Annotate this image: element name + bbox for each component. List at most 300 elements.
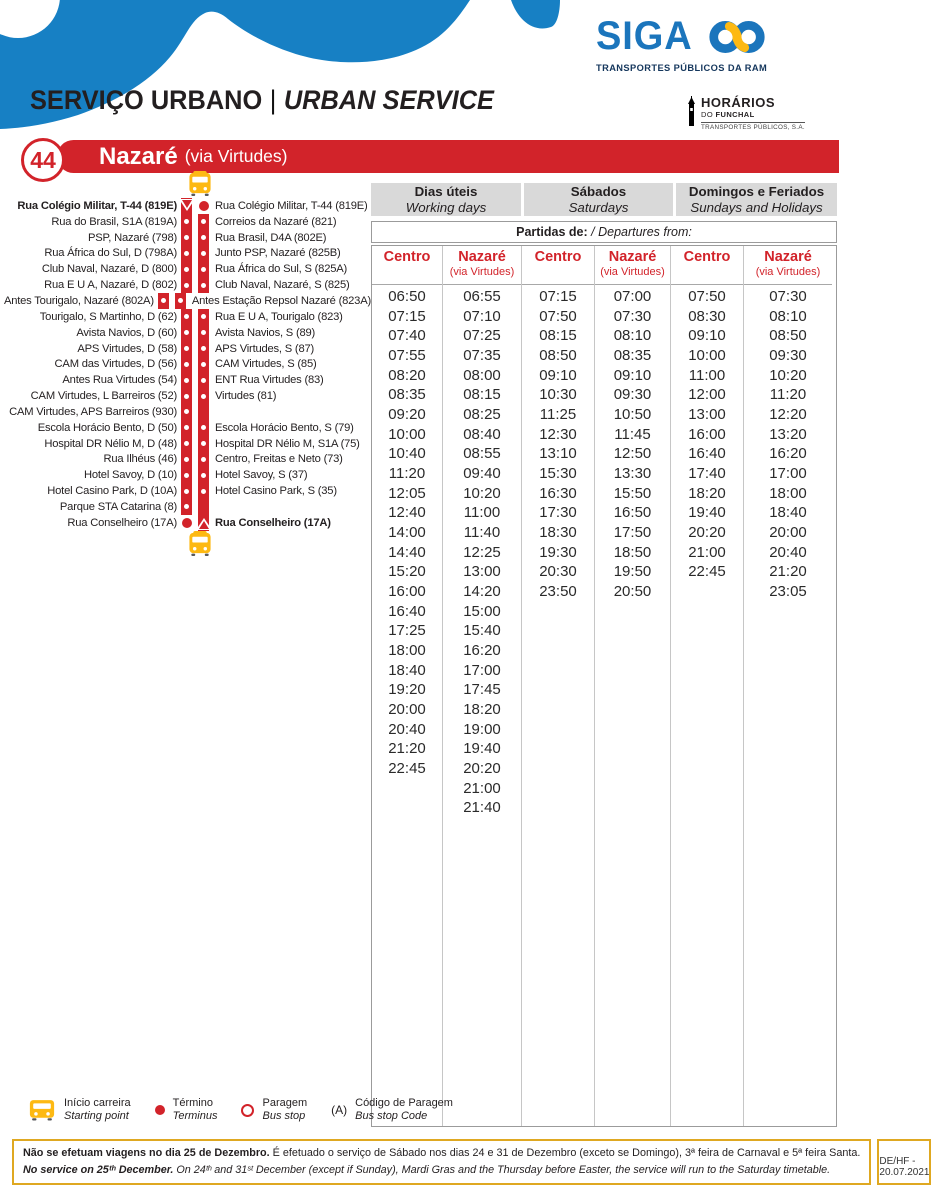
time-cell: 08:35 [388, 386, 426, 404]
stop-label-right: Junto PSP, Nazaré (825B) [215, 247, 341, 260]
time-cell: 09:20 [388, 406, 426, 424]
title-portuguese: SERVIÇO URBANO [30, 85, 263, 115]
stop-label-right: Rua Colégio Militar, T-44 (819E) [215, 199, 368, 212]
time-cell: 12:05 [388, 484, 426, 502]
time-cell: 08:55 [463, 445, 501, 463]
column-subtitle: (via Virtudes) [449, 266, 515, 278]
route-line-left [181, 372, 192, 388]
stop-label-left: Hotel Casino Park, D (10A) [47, 485, 177, 498]
time-cell: 06:50 [388, 288, 426, 305]
bus-stop-dot-icon [184, 251, 189, 256]
stop-label-right: Escola Horácio Bento, S (79) [215, 421, 354, 434]
route-line-left [181, 436, 192, 452]
footer-note-en: No service on 25ᵗʰ December. On 24ᵗʰ and 31ˢᵗ December (except if Sunday), Mardi Gras and the Thursday before Easter, the service will run to the Saturday timetable. [23, 1164, 831, 1176]
stop-label-right: Antes Estação Repsol Nazaré (823A) [191, 294, 371, 307]
route-line-right [198, 198, 209, 214]
departures-from-en: / Departures from: [587, 225, 692, 239]
stop-label-left: CAM Virtudes, L Barreiros (52) [30, 390, 177, 403]
route-line-right [198, 420, 209, 436]
time-cell: 09:30 [613, 386, 652, 404]
timetable-column [594, 246, 670, 1126]
time-cell: 18:00 [388, 642, 426, 660]
time-cell: 21:40 [463, 799, 501, 817]
column-title: Nazaré [608, 249, 657, 265]
title-divider: | [269, 85, 277, 115]
route-line-left [181, 277, 192, 293]
time-cell: 21:00 [463, 779, 501, 797]
timetable-grid [371, 245, 837, 1127]
route-line-left [181, 309, 192, 325]
footer-note [12, 1139, 871, 1185]
route-line-left [181, 230, 192, 246]
time-cell: 15:30 [539, 465, 577, 483]
stop-label-right: Rua África do Sul, S (825A) [215, 263, 348, 276]
column-title: Nazaré [764, 249, 812, 265]
time-cell: 10:40 [388, 445, 426, 463]
bus-stop-dot-icon [201, 378, 206, 383]
time-cell: 20:00 [388, 701, 426, 719]
route-line-right [198, 309, 209, 325]
stop-label-left: APS Virtudes, D (58) [77, 342, 177, 355]
time-cell: 20:20 [688, 524, 726, 542]
time-cell: 21:20 [769, 563, 807, 581]
bus-stop-dot-icon [184, 235, 189, 240]
time-cell: 18:40 [769, 504, 807, 522]
stop-label-left: Club Naval, Nazaré, D (800) [41, 263, 177, 276]
bus-stop-dot-icon [161, 298, 166, 303]
route-line-right [198, 325, 209, 341]
route-line-right [198, 356, 209, 372]
route-stop-row [0, 499, 371, 515]
route-stop-row [0, 277, 371, 293]
bus-stop-dot-icon [184, 489, 189, 494]
route-map [0, 198, 371, 531]
route-stop-row [0, 356, 371, 372]
route-line-left [181, 261, 192, 277]
day-section-header [371, 183, 521, 216]
day-section-en: Sundays and Holidays [690, 200, 823, 215]
time-cell: 07:15 [388, 307, 426, 325]
bus-stop-dot-icon [184, 473, 189, 478]
route-banner [57, 140, 839, 173]
column-subtitle: (via Virtudes) [755, 266, 821, 278]
time-cell: 20:30 [539, 563, 577, 581]
route-line-right [198, 404, 209, 420]
time-cell: 07:00 [613, 288, 652, 305]
time-cell: 13:30 [613, 465, 652, 483]
legend-label-pt: Início carreira [64, 1097, 131, 1109]
time-cell: 16:20 [463, 642, 501, 660]
route-line-right [198, 341, 209, 357]
route-line-left [181, 467, 192, 483]
time-cell: 16:50 [613, 504, 652, 522]
route-stop-row [0, 246, 371, 262]
time-cell: 16:40 [388, 602, 426, 620]
bus-stop-dot-icon [184, 330, 189, 335]
column-header [372, 246, 442, 285]
timetable-day-sections [371, 183, 837, 216]
time-cell: 08:15 [463, 386, 501, 404]
time-cell: 22:45 [688, 563, 726, 581]
time-cell: 09:10 [539, 366, 577, 384]
day-section-pt: Domingos e Feriados [688, 184, 825, 199]
time-cell: 13:00 [463, 563, 501, 581]
stop-label-left: Rua Colégio Militar, T-44 (819E) [17, 199, 177, 212]
column-subtitle: (via Virtudes) [600, 266, 665, 278]
time-cell: 12:25 [463, 543, 501, 561]
day-section-pt: Sábados [570, 184, 627, 199]
time-cell: 11:20 [388, 465, 426, 483]
time-cell: 08:20 [388, 366, 426, 384]
horarios-funchal-logo [686, 96, 805, 131]
time-cell: 20:20 [463, 760, 501, 778]
time-cell: 15:20 [388, 563, 426, 581]
time-cell: 10:50 [613, 406, 652, 424]
stop-label-right: Hospital DR Nélio M, S1A (75) [215, 437, 360, 450]
column-title: Centro [383, 249, 431, 265]
route-via: (via Virtudes) [184, 146, 288, 166]
time-cell: 07:30 [769, 288, 807, 305]
bus-stop-dot-icon [201, 330, 206, 335]
stop-label-left: Hospital DR Nélio M, D (48) [44, 437, 177, 450]
footer-note-pt: Não se efetuam viagens no dia 25 de Dezembro. É efetuado o serviço de Sábado nos dias 24 e 31 de Dezembro (exceto se Domingo), 3ª feira de Carnaval e 5ª feira Santa. [23, 1147, 861, 1159]
time-cell: 19:40 [463, 740, 501, 758]
stop-label-right: APS Virtudes, S (87) [215, 342, 315, 355]
stop-label-right: Hotel Casino Park, S (35) [215, 485, 337, 498]
time-cell: 07:40 [388, 327, 426, 345]
route-stop-row [0, 293, 371, 309]
time-cell: 11:40 [463, 524, 501, 542]
route-line-left [181, 483, 192, 499]
column-header [443, 246, 521, 285]
time-cell: 12:00 [688, 386, 726, 404]
route-line-right [198, 467, 209, 483]
time-cell: 11:25 [539, 406, 577, 424]
route-stop-row [0, 388, 371, 404]
time-cell: 21:20 [388, 740, 426, 758]
bus-stop-dot-icon [201, 441, 206, 446]
time-cell: 08:50 [539, 347, 577, 365]
stop-label-left: CAM das Virtudes, D (56) [54, 358, 177, 371]
route-stop-row [0, 230, 371, 246]
time-cell: 19:50 [613, 563, 652, 581]
stop-label-left: Rua Ilhéus (46) [103, 453, 177, 466]
bus-stop-dot-icon [201, 425, 206, 430]
bus-stop-dot-icon [184, 314, 189, 319]
route-line-left [181, 325, 192, 341]
stop-label-right: Avista Navios, S (89) [215, 326, 316, 339]
route-stop-row [0, 372, 371, 388]
stop-label-right: Rua Brasil, D4A (802E) [215, 231, 327, 244]
times-list [744, 285, 832, 602]
times-list [671, 285, 743, 582]
legend-text [355, 1097, 453, 1123]
route-line-left [181, 452, 192, 468]
bus-stop-dot-icon [201, 219, 206, 224]
time-cell: 17:40 [688, 465, 726, 483]
route-line-right [198, 499, 209, 515]
time-cell: 13:10 [539, 445, 577, 463]
route-stop-row [0, 452, 371, 468]
bus-stop-ring-icon [241, 1104, 254, 1117]
siga-logo-text: SIGA [596, 14, 693, 58]
siga-infinity-icon [706, 18, 768, 56]
stop-label-left: Antes Rua Virtudes (54) [62, 374, 177, 387]
stop-label-right: Virtudes (81) [215, 390, 277, 403]
time-cell: 20:40 [769, 543, 807, 561]
time-cell: 06:55 [463, 288, 501, 305]
legend-label-en: Bus stop Code [355, 1110, 428, 1122]
title-english: URBAN SERVICE [283, 85, 494, 115]
time-cell: 19:30 [539, 543, 577, 561]
day-section-pt: Dias úteis [414, 184, 478, 199]
bus-stop-dot-icon [201, 267, 206, 272]
column-title: Nazaré [458, 249, 506, 265]
timetable-column [521, 246, 594, 1126]
stop-label-right: Correios da Nazaré (821) [215, 215, 337, 228]
bus-stop-dot-icon [184, 346, 189, 351]
time-cell: 16:00 [388, 583, 426, 601]
time-cell: 20:00 [769, 524, 807, 542]
route-line-right [198, 261, 209, 277]
legend-label-pt: Término [172, 1097, 213, 1109]
column-header [595, 246, 670, 285]
time-cell: 21:00 [688, 543, 726, 561]
route-line-left [181, 499, 192, 515]
legend-text [173, 1097, 218, 1123]
siga-tagline: TRANSPORTES PÚBLICOS DA RAM [596, 63, 768, 73]
time-cell: 12:30 [539, 425, 577, 443]
legend-item [155, 1097, 218, 1123]
route-line-right [198, 436, 209, 452]
bus-stop-dot-icon [201, 314, 206, 319]
route-number-badge: 44 [21, 138, 65, 182]
time-cell: 10:20 [769, 366, 807, 384]
stop-label-left: Rua Conselheiro (17A) [67, 516, 177, 529]
column-header [522, 246, 594, 285]
route-stop-row [0, 483, 371, 499]
time-cell: 22:45 [388, 760, 426, 778]
route-stop-row [0, 309, 371, 325]
time-cell: 09:40 [463, 465, 501, 483]
legend-label-en: Starting point [64, 1110, 129, 1122]
stop-label-left: Antes Tourigalo, Nazaré (802A) [3, 294, 154, 307]
stop-label-left: CAM Virtudes, APS Barreiros (930) [9, 405, 177, 418]
stop-label-right: Club Naval, Nazaré, S (825) [215, 279, 350, 292]
bus-stop-dot-icon [201, 394, 206, 399]
bus-stop-dot-icon [184, 219, 189, 224]
time-cell: 18:40 [388, 661, 426, 679]
route-line-right [198, 452, 209, 468]
route-stop-row [0, 214, 371, 230]
route-stop-row [0, 325, 371, 341]
time-cell: 14:40 [388, 543, 426, 561]
route-line-left [181, 388, 192, 404]
route-line-left [158, 293, 169, 309]
timetable-column [743, 246, 832, 1126]
route-line-right [198, 277, 209, 293]
stop-label-left: Hotel Savoy, D (10) [84, 469, 177, 482]
hf-name: HORÁRIOS [701, 95, 776, 110]
timetable-column [442, 246, 521, 1126]
time-cell: 16:40 [688, 445, 726, 463]
stop-label-right: Rua Conselheiro (17A) [215, 516, 331, 529]
times-list [372, 285, 442, 779]
route-line-right [198, 483, 209, 499]
bus-stop-dot-icon [178, 298, 183, 303]
time-cell: 20:40 [388, 720, 426, 738]
route-line-left [181, 420, 192, 436]
time-cell: 19:00 [463, 720, 501, 738]
bus-stop-dot-icon [184, 504, 189, 509]
time-cell: 07:50 [539, 307, 577, 325]
route-stop-row [0, 404, 371, 420]
bus-icon [187, 531, 213, 556]
bus-stop-dot-icon [184, 409, 189, 414]
bus-stop-dot-icon [184, 425, 189, 430]
route-line-left [181, 404, 192, 420]
route-line-right [198, 388, 209, 404]
route-stop-row [0, 420, 371, 436]
time-cell: 09:10 [613, 366, 652, 384]
time-cell: 17:50 [613, 524, 652, 542]
time-cell: 12:50 [613, 445, 652, 463]
time-cell: 15:50 [613, 484, 652, 502]
stop-label-left: Rua do Brasil, S1A (819A) [51, 215, 177, 228]
route-stop-row [0, 341, 371, 357]
bus-stop-dot-icon [184, 378, 189, 383]
stop-label-left: Rua E U A, Nazaré, D (802) [44, 279, 177, 292]
route-line-left [181, 356, 192, 372]
time-cell: 17:00 [463, 661, 501, 679]
stop-label-right: Rua E U A, Tourigalo (823) [215, 310, 343, 323]
time-cell: 08:00 [463, 366, 501, 384]
terminus-dot-icon [155, 1105, 165, 1115]
stop-code-symbol: (A) [331, 1103, 348, 1117]
bus-stop-dot-icon [184, 267, 189, 272]
bus-stop-dot-icon [184, 394, 189, 399]
route-line-left [181, 341, 192, 357]
document-reference: DE/HF - 20.07.2021 [877, 1139, 931, 1185]
route-stop-row [0, 515, 371, 531]
bus-stop-dot-icon [201, 235, 206, 240]
times-list [595, 285, 670, 602]
time-cell: 18:20 [688, 484, 726, 502]
time-cell: 11:00 [688, 366, 726, 384]
terminus-dot-icon [199, 201, 209, 211]
time-cell: 07:25 [463, 327, 501, 345]
day-section-header [524, 183, 673, 216]
time-cell: 14:00 [388, 524, 426, 542]
footer [12, 1139, 930, 1185]
day-section-en: Saturdays [568, 200, 629, 215]
bus-stop-dot-icon [184, 283, 189, 288]
time-cell: 16:30 [539, 484, 577, 502]
time-cell: 20:50 [613, 583, 652, 601]
column-header [671, 246, 743, 285]
bus-stop-dot-icon [184, 362, 189, 367]
time-cell: 13:20 [769, 425, 807, 443]
legend-label-pt: Paragem [262, 1097, 308, 1109]
route-line-right [198, 230, 209, 246]
time-cell: 08:10 [769, 307, 807, 325]
legend-text [64, 1097, 131, 1123]
bus-stop-dot-icon [184, 457, 189, 462]
times-list [522, 285, 594, 602]
legend-text [262, 1097, 307, 1123]
departures-from-pt: Partidas de: [516, 225, 588, 239]
time-cell: 07:10 [463, 307, 501, 325]
time-cell: 08:35 [613, 347, 652, 365]
times-list [443, 285, 521, 818]
page-title [30, 85, 494, 116]
tower-icon [686, 96, 697, 126]
column-title: Centro [534, 249, 582, 265]
stop-label-right: Centro, Freitas e Neto (73) [215, 453, 343, 466]
time-cell: 11:20 [769, 386, 807, 404]
time-cell: 15:00 [463, 602, 501, 620]
timetable-column [372, 246, 442, 1126]
day-section-en: Working days [405, 200, 487, 215]
bus-stop-dot-icon [201, 489, 206, 494]
time-cell: 17:45 [463, 681, 501, 699]
route-stop-row [0, 467, 371, 483]
time-cell: 07:35 [463, 347, 501, 365]
time-cell: 16:20 [769, 445, 807, 463]
time-cell: 13:00 [688, 406, 726, 424]
time-cell: 08:15 [539, 327, 577, 345]
legend [28, 1097, 453, 1123]
time-cell: 15:40 [463, 622, 501, 640]
route-line-right [198, 372, 209, 388]
route-line-right [175, 293, 186, 309]
bus-stop-dot-icon [201, 362, 206, 367]
bus-stop-dot-icon [201, 346, 206, 351]
legend-label-en: Terminus [172, 1110, 218, 1122]
route-line-left [181, 515, 192, 531]
time-cell: 14:20 [463, 583, 501, 601]
stop-label-left: PSP, Nazaré (798) [87, 231, 177, 244]
stop-label-right: CAM Virtudes, S (85) [215, 358, 317, 371]
time-cell: 08:25 [463, 406, 501, 424]
time-cell: 10:20 [463, 484, 501, 502]
route-stop-row [0, 261, 371, 277]
route-line-right [198, 246, 209, 262]
bus-stop-dot-icon [201, 457, 206, 462]
legend-label-en: Bus stop [262, 1110, 306, 1122]
time-cell: 23:05 [769, 583, 807, 601]
column-title: Centro [683, 249, 731, 265]
stop-label-left: Avista Navios, D (60) [76, 326, 177, 339]
bus-stop-dot-icon [201, 251, 206, 256]
time-cell: 07:15 [539, 288, 577, 305]
time-cell: 19:40 [688, 504, 726, 522]
stop-label-right: ENT Rua Virtudes (83) [215, 374, 324, 387]
legend-label-pt: Código de Paragem [355, 1097, 453, 1109]
time-cell: 11:00 [463, 504, 501, 522]
siga-logo [596, 14, 796, 73]
time-cell: 19:20 [388, 681, 426, 699]
time-cell: 16:00 [688, 425, 726, 443]
route-line-left [181, 198, 192, 214]
time-cell: 12:40 [388, 504, 426, 522]
timetable-column [670, 246, 743, 1126]
time-cell: 11:45 [614, 425, 651, 443]
day-section-header [676, 183, 837, 216]
time-cell: 18:50 [613, 543, 652, 561]
stop-label-right: Hotel Savoy, S (37) [215, 469, 308, 482]
time-cell: 17:30 [539, 504, 577, 522]
